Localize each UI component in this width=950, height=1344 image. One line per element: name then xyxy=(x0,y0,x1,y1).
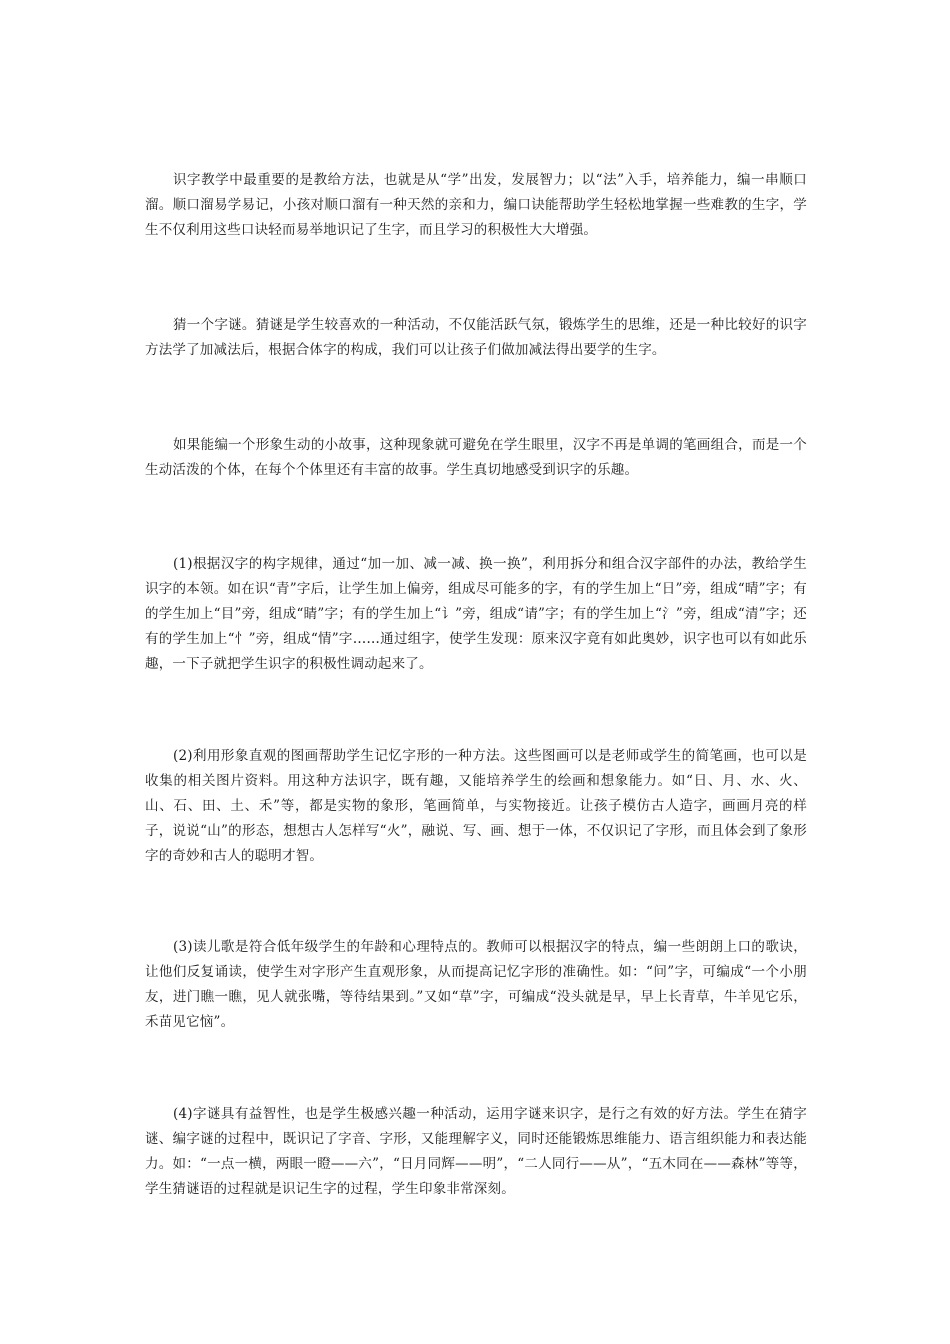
paragraph-method-4: (4)字谜具有益智性，也是学生极感兴趣一种活动，运用字谜来识字，是行之有效的好方法。学生在猜字谜、编字谜的过程中，既识记了字音、字形，又能理解字义，同时还能锻炼思维能力、语言组织能力和表达能力。如：“一点一横，两眼一瞪——六”，“日月同辉——明”，“二人同行——从”，“五木同在——森林”等等，学生猜谜语的过程就是识记生字的过程，学生印象非常深刻。 xyxy=(145,1106,807,1197)
paragraph-rhymes: 识字教学中最重要的是教给方法，也就是从“学”出发，发展智力；以“法”入手，培养能力，编一串顺口溜。顺口溜易学易记，小孩对顺口溜有一种天然的亲和力，编口诀能帮助学生轻松地掌握一些难教的生字，学生不仅利用这些口诀轻而易举地识记了生字，而且学习的积极性大大增强。 xyxy=(145,172,807,238)
paragraph-method-3: (3)读儿歌是符合低年级学生的年龄和心理特点的。教师可以根据汉字的特点，编一些朗朗上口的歌诀，让他们反复诵读，使学生对字形产生直观形象，从而提高记忆字形的准确性。如：“问”字，可编成“一个小朋友，进门瞧一瞧，见人就张嘴，等待结果到。”又如“草”字，可编成“没头就是早，早上长青草，牛羊见它乐，禾苗见它恼”。 xyxy=(145,939,807,1030)
paragraph-riddle: 猜一个字谜。猜谜是学生较喜欢的一种活动，不仅能活跃气氛，锻炼学生的思维，还是一种比较好的识字方法学了加减法后，根据合体字的构成，我们可以让孩子们做加减法得出要学的生字。 xyxy=(145,317,807,358)
paragraph-method-2: (2)利用形象直观的图画帮助学生记忆字形的一种方法。这些图画可以是老师或学生的简笔画，也可以是收集的相关图片资料。用这种方法识字，既有趣，又能培养学生的绘画和想象能力。如“日、月、水、火、山、石、田、土、禾”等，都是实物的象形，笔画简单，与实物接近。让孩子模仿古人造字，画画月亮的样子，说说“山”的形态，想想古人怎样写“火”，融说、写、画、想于一体，不仅识记了字形，而且体会到了象形字的奇妙和古人的聪明才智。 xyxy=(145,748,807,864)
paragraph-method-1: (1)根据汉字的构字规律，通过“加一加、减一减、换一换”，利用拆分和组合汉字部件的办法，教给学生识字的本领。如在识“青”字后，让学生加上偏旁，组成尽可能多的字，有的学生加上“日”旁，组成“晴”字；有的学生加上“目”旁，组成“睛”字；有的学生加上“讠”旁，组成“请”字；有的学生加上“氵”旁，组成“清”字；还有的学生加上“忄”旁，组成“情”字……通过组字，使学生发现：原来汉字竟有如此奥妙，识字也可以有如此乐趣，一下子就把学生识字的积极性调动起来了。 xyxy=(145,556,807,672)
paragraph-story: 如果能编一个形象生动的小故事，这种现象就可避免在学生眼里，汉字不再是单调的笔画组合，而是一个生动活泼的个体，在每个个体里还有丰富的故事。学生真切地感受到识字的乐趣。 xyxy=(145,437,807,478)
